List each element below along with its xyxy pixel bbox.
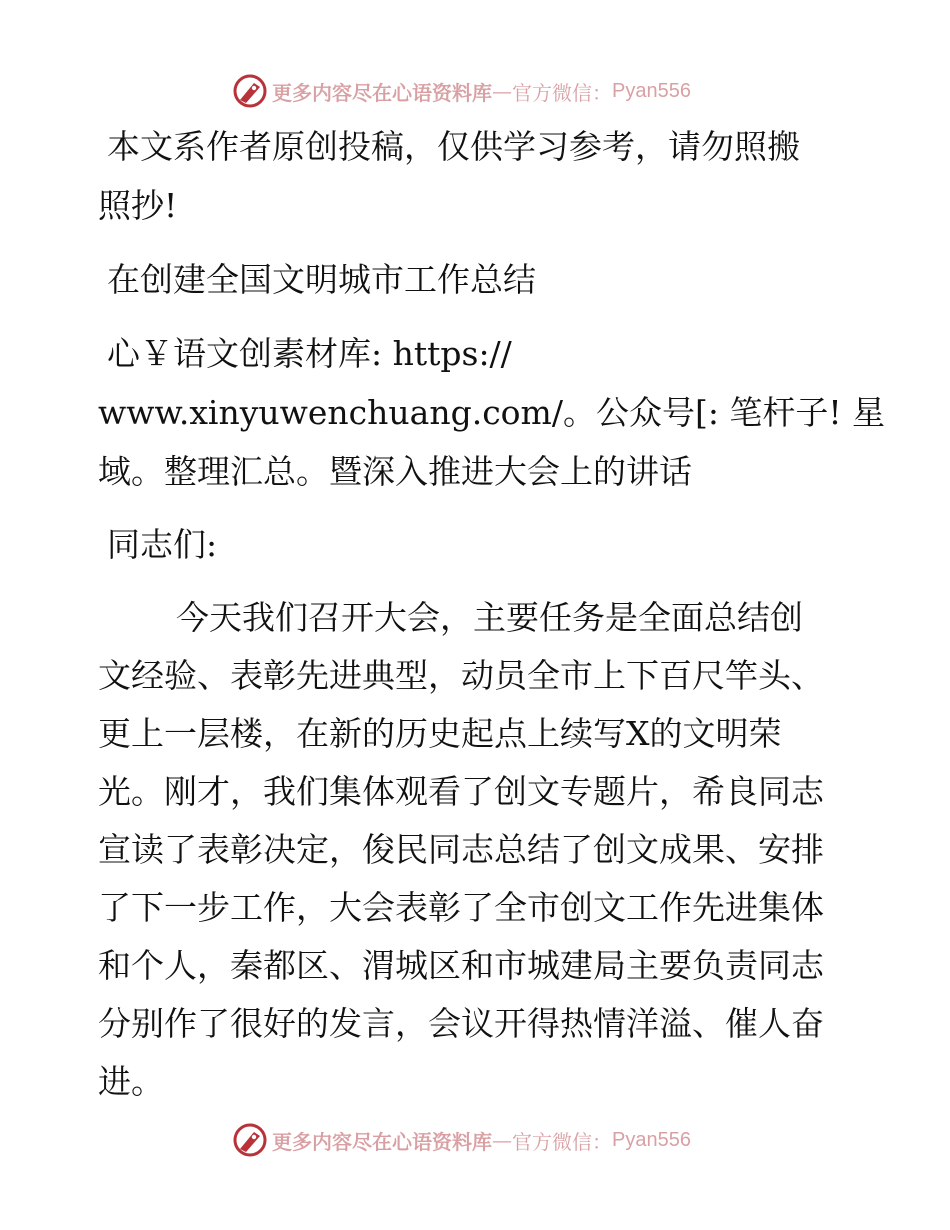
header-watermark-title: 更多内容尽在心语资料库 [272,80,492,105]
paragraph-line-5: 宣读了表彰决定，俊民同志总结了创文成果、安排 [98,830,824,869]
paragraph-line-2: 文经验、表彰先进典型，动员全市上下百尺竿头、 [98,656,824,695]
footer-watermark-dash: — [492,1128,512,1152]
footer-watermark [232,1119,712,1161]
paragraph-line-9: 进。 [98,1062,164,1101]
header-watermark-id: Pyan556 [612,79,691,102]
greeting: 同志们: [107,525,218,564]
paragraph-line-7: 和个人，秦都区、渭城区和市城建局主要负责同志 [98,946,824,985]
document-title: 在创建全国文明城市工作总结 [107,260,536,299]
paragraph-line-6: 了下一步工作，大会表彰了全市创文工作先进集体 [98,888,824,927]
paragraph-line-4: 光。刚才，我们集体观看了创文专题片，希良同志 [98,772,824,811]
footer-watermark-label: 官方微信： [512,1129,612,1154]
source-line-3: 域。整理汇总。暨深入推进大会上的讲话 [98,452,692,491]
pen-nib-logo-icon [232,73,268,109]
notice-line-2: 照抄! [98,186,178,225]
header-watermark [232,70,712,112]
header-watermark-dash: — [492,79,512,103]
footer-watermark-title: 更多内容尽在心语资料库 [272,1129,492,1154]
footer-watermark-id: Pyan556 [612,1128,691,1151]
paragraph-line-8: 分别作了很好的发言，会议开得热情洋溢、催人奋 [98,1004,824,1043]
pen-nib-logo-icon [232,1122,268,1158]
paragraph-line-3: 更上一层楼，在新的历史起点上续写X的文明荣 [98,714,782,753]
source-line-1: 心￥语文创素材库: https:// [107,334,512,373]
header-watermark-label: 官方微信： [512,80,612,105]
notice-line-1: 本文系作者原创投稿，仅供学习参考，请勿照搬 [107,127,800,166]
paragraph-line-1: 今天我们召开大会，主要任务是全面总结创 [176,598,803,637]
source-line-2: www.xinyuwenchuang.com/。公众号[: 笔杆子! 星 [98,393,886,432]
